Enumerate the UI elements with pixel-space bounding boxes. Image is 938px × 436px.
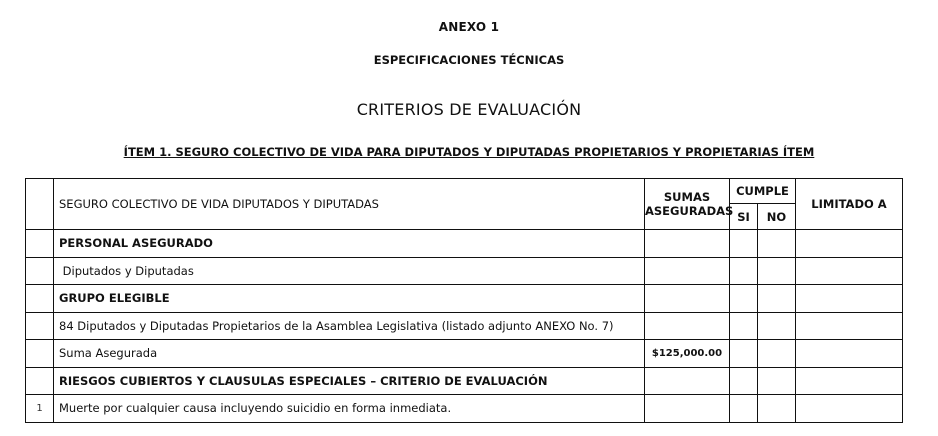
row-description: 84 Diputados y Diputadas Propietarios de la Asamblea Legislativa (listado adjunto ANEXO No. 7) bbox=[54, 312, 645, 340]
row-description: GRUPO ELEGIBLE bbox=[54, 285, 645, 313]
row-sum[interactable] bbox=[645, 367, 730, 395]
header-description: SEGURO COLECTIVO DE VIDA DIPUTADOS Y DIPUTADAS bbox=[54, 179, 645, 230]
row-sum[interactable] bbox=[645, 312, 730, 340]
row-number bbox=[26, 257, 54, 285]
row-limit-cell[interactable] bbox=[796, 257, 903, 285]
row-sum[interactable] bbox=[645, 285, 730, 313]
row-number bbox=[26, 230, 54, 258]
row-description: Diputados y Diputadas bbox=[54, 257, 645, 285]
table-row bbox=[26, 395, 903, 423]
table-row bbox=[26, 367, 903, 395]
row-yes-cell[interactable] bbox=[730, 367, 758, 395]
row-number bbox=[26, 285, 54, 313]
row-sum[interactable]: $125,000.00 bbox=[645, 340, 730, 368]
row-number bbox=[26, 312, 54, 340]
header-sums-insured: SUMAS ASEGURADAS bbox=[645, 179, 730, 230]
table-row bbox=[26, 285, 903, 313]
header-yes: SI bbox=[730, 204, 758, 230]
row-yes-cell[interactable] bbox=[730, 340, 758, 368]
row-no-cell[interactable] bbox=[758, 367, 796, 395]
row-limit-cell[interactable] bbox=[796, 285, 903, 313]
table-row bbox=[26, 230, 903, 258]
document-subtitle: ESPECIFICACIONES TÉCNICAS bbox=[373, 53, 565, 67]
row-yes-cell[interactable] bbox=[730, 285, 758, 313]
row-no-cell[interactable] bbox=[758, 257, 796, 285]
evaluation-table bbox=[25, 178, 903, 423]
row-limit-cell[interactable] bbox=[796, 395, 903, 423]
table-row bbox=[26, 312, 903, 340]
row-no-cell[interactable] bbox=[758, 230, 796, 258]
header-no: NO bbox=[758, 204, 796, 230]
row-number: 1 bbox=[26, 395, 54, 423]
row-sum[interactable] bbox=[645, 395, 730, 423]
table-row bbox=[26, 340, 903, 368]
row-sum[interactable] bbox=[645, 230, 730, 258]
row-no-cell[interactable] bbox=[758, 340, 796, 368]
row-number bbox=[26, 367, 54, 395]
row-limit-cell[interactable] bbox=[796, 230, 903, 258]
header-number-cell bbox=[26, 179, 54, 230]
row-description: Suma Asegurada bbox=[54, 340, 645, 368]
table-row bbox=[26, 257, 903, 285]
section-title: CRITERIOS DE EVALUACIÓN bbox=[356, 100, 582, 119]
row-description: RIESGOS CUBIERTOS Y CLAUSULAS ESPECIALES – CRITERIO DE EVALUACIÓN bbox=[54, 367, 645, 395]
row-no-cell[interactable] bbox=[758, 395, 796, 423]
row-yes-cell[interactable] bbox=[730, 230, 758, 258]
row-description: PERSONAL ASEGURADO bbox=[54, 230, 645, 258]
row-no-cell[interactable] bbox=[758, 285, 796, 313]
header-complies: CUMPLE bbox=[730, 179, 796, 204]
table-header-row bbox=[26, 179, 903, 204]
row-limit-cell[interactable] bbox=[796, 367, 903, 395]
item-title: ÍTEM 1. SEGURO COLECTIVO DE VIDA PARA DIPUTADOS Y DIPUTADAS PROPIETARIOS Y PROPIETARIAS ÍTEM bbox=[123, 145, 815, 159]
row-yes-cell[interactable] bbox=[730, 312, 758, 340]
row-description: Muerte por cualquier causa incluyendo suicidio en forma inmediata. bbox=[54, 395, 645, 423]
header-limited-to: LIMITADO A bbox=[796, 179, 903, 230]
row-yes-cell[interactable] bbox=[730, 257, 758, 285]
annex-title: ANEXO 1 bbox=[438, 20, 500, 34]
row-number bbox=[26, 340, 54, 368]
row-sum[interactable] bbox=[645, 257, 730, 285]
row-no-cell[interactable] bbox=[758, 312, 796, 340]
row-limit-cell[interactable] bbox=[796, 340, 903, 368]
row-limit-cell[interactable] bbox=[796, 312, 903, 340]
row-yes-cell[interactable] bbox=[730, 395, 758, 423]
